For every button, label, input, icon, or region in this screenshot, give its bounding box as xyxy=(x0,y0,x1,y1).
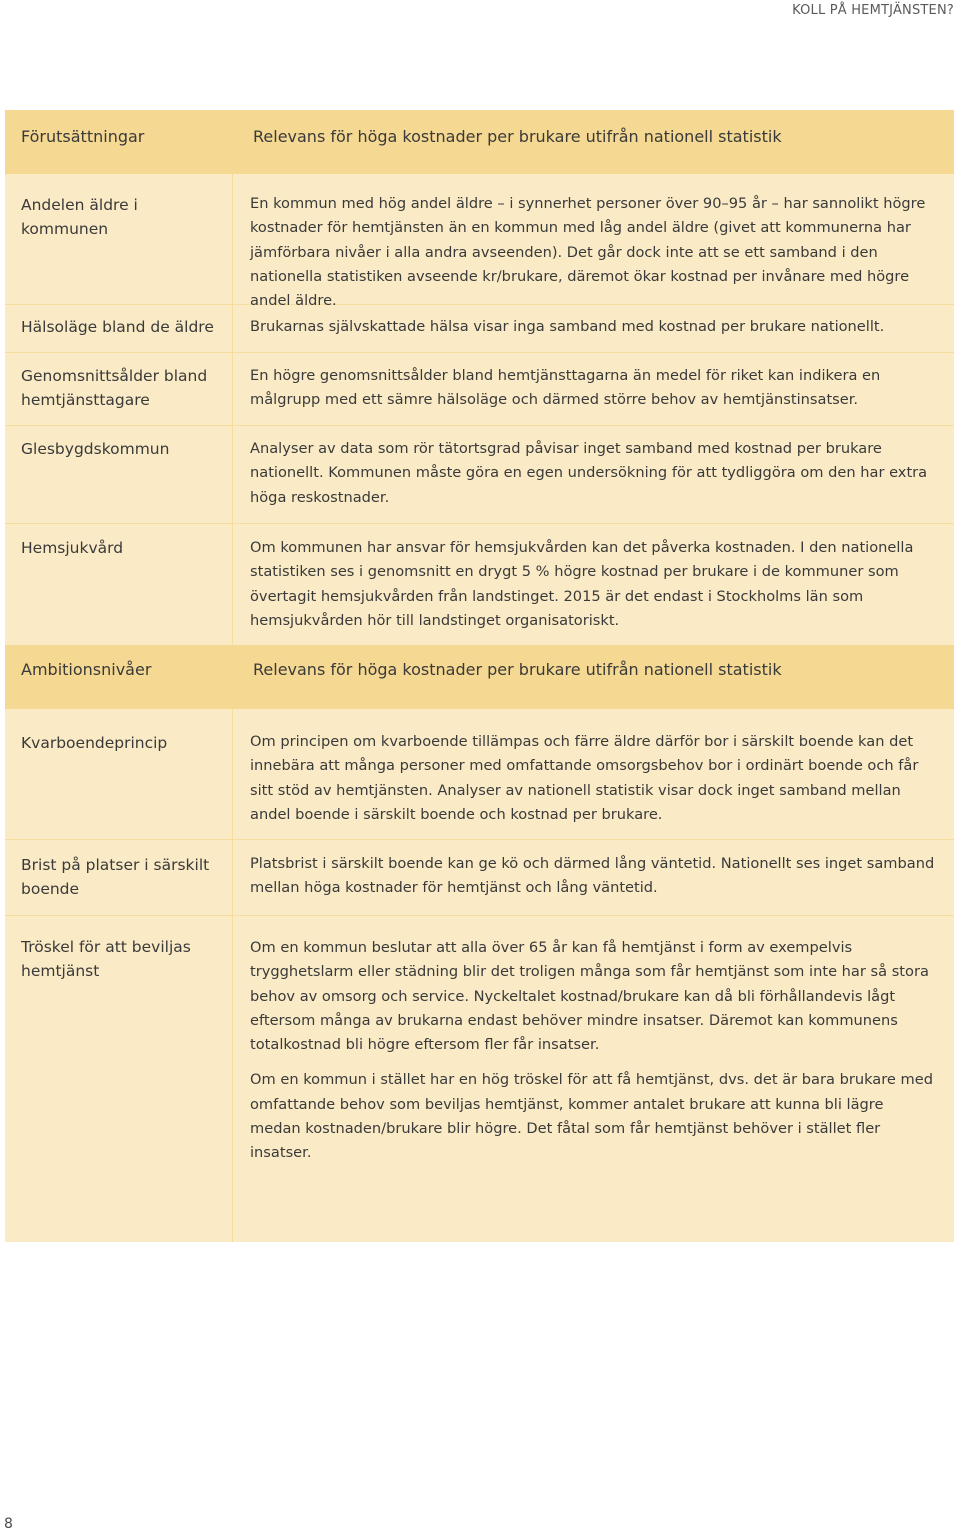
paragraph: Om kommunen har ansvar för hemsjukvården kan det påverka kostnaden. I den nationella statistiken ses i genomsnitt en drygt 5 % högre kostnad per brukare i de kommuner som övertagit hemsjukvården från landstinget. 2015 är det endast i Stockholms län som hemsjukvården hör till landstinget organisatoriskt. xyxy=(250,539,914,629)
paragraph: Platsbrist i särskilt boende kan ge kö och därmed lång väntetid. Nationellt ses inget samband mellan höga kostnader för hemtjänst och lång väntetid. xyxy=(250,855,935,897)
table-row xyxy=(5,352,954,425)
row-text xyxy=(233,353,954,425)
running-head: KOLL PÅ HEMTJÄNSTEN? xyxy=(792,3,954,18)
row-text xyxy=(233,426,954,523)
table-row xyxy=(5,174,954,310)
table-row xyxy=(5,839,954,915)
row-label: Brist på platser i särskilt boende xyxy=(5,840,233,915)
table-row xyxy=(5,304,954,352)
paragraph: Om principen om kvarboende tillämpas och färre äldre därför bor i särskilt boende kan det innebära att många personer med omfattande omsorgsbehov bor i ordinärt boende och får sitt stöd av hemtjänsten. Analyser av nationell statistik visar dock inget samband mellan andel boende i särskilt boende och kostnad per brukare. xyxy=(250,733,919,823)
row-label: Tröskel för att beviljas hemtjänst xyxy=(5,916,233,1242)
table-row xyxy=(5,523,954,645)
header-right: Relevans för höga kostnader per brukare utifrån nationell statistik xyxy=(253,660,782,679)
paragraph: Om en kommun i stället har en hög tröskel för att få hemtjänst, dvs. det är bara brukare med omfattande behov som beviljas hemtjänst, kommer antalet brukare att kunna bli lägre medan kostnaden/brukare blir högre. Det fåtal som får hemtjänst behöver i stället fler insatser. xyxy=(250,1071,933,1162)
paragraph: Brukarnas självskattade hälsa visar inga samband med kostnad per brukare nationellt. xyxy=(250,318,885,335)
row-text xyxy=(233,174,954,310)
paragraph: Analyser av data som rör tätortsgrad påvisar inget samband med kostnad per brukare nationellt. Kommunen måste göra en egen undersökning för att tydliggöra om den har extra höga reskostnader. xyxy=(250,440,928,506)
page-number: 8 xyxy=(4,1516,13,1532)
header-left: Förutsättningar xyxy=(21,127,145,146)
row-text xyxy=(233,916,954,1242)
paragraph: En högre genomsnittsålder bland hemtjänsttagarna än medel för riket kan indikera en målgrupp med ett sämre hälsoläge och därmed större behov av hemtjänstinsatser. xyxy=(250,367,881,409)
row-text xyxy=(233,524,954,645)
row-text xyxy=(233,305,954,352)
row-label: Kvarboendeprincip xyxy=(5,709,233,839)
table-header-row xyxy=(5,645,954,709)
paragraph: En kommun med hög andel äldre – i synnerhet personer över 90–95 år – har sannolikt högre kostnader för hemtjänsten än en kommun med låg andel äldre (givet att kommunerna har jämförbara nivåer i alla andra avseenden). Det går dock inte att se ett samband i den nationella statistiken avseende kr/brukare, däremot ökar kostnad per invånare med högre andel äldre. xyxy=(250,195,926,310)
header-right: Relevans för höga kostnader per brukare utifrån nationell statistik xyxy=(253,127,782,146)
header-left: Ambitionsnivåer xyxy=(21,660,152,679)
table-row xyxy=(5,709,954,839)
row-label: Glesbygdskommun xyxy=(5,426,233,523)
row-label: Andelen äldre i kommunen xyxy=(5,174,233,304)
row-label: Hemsjukvård xyxy=(5,524,233,645)
table-header-row xyxy=(5,110,954,174)
row-label: Genomsnittsålder bland hemtjänsttagare xyxy=(5,353,233,425)
row-text xyxy=(233,840,954,915)
table-row xyxy=(5,915,954,1242)
paragraph: Om en kommun beslutar att alla över 65 år kan få hemtjänst i form av exempelvis trygghetslarm eller städning blir det troligen många som får hemtjänst som inte har så stora behov av omsorg och service. Nyckeltalet kostnad/brukare kan då bli förhållandevis lågt eftersom många av brukarna endast behöver mindre insatser. Däremot kan kommunens totalkostnad bli högre eftersom fler får insatser. xyxy=(250,939,929,1054)
row-label: Hälsoläge bland de äldre xyxy=(5,305,233,352)
cost-relevance-table xyxy=(5,110,954,1242)
row-text xyxy=(233,709,954,839)
table-row xyxy=(5,425,954,523)
